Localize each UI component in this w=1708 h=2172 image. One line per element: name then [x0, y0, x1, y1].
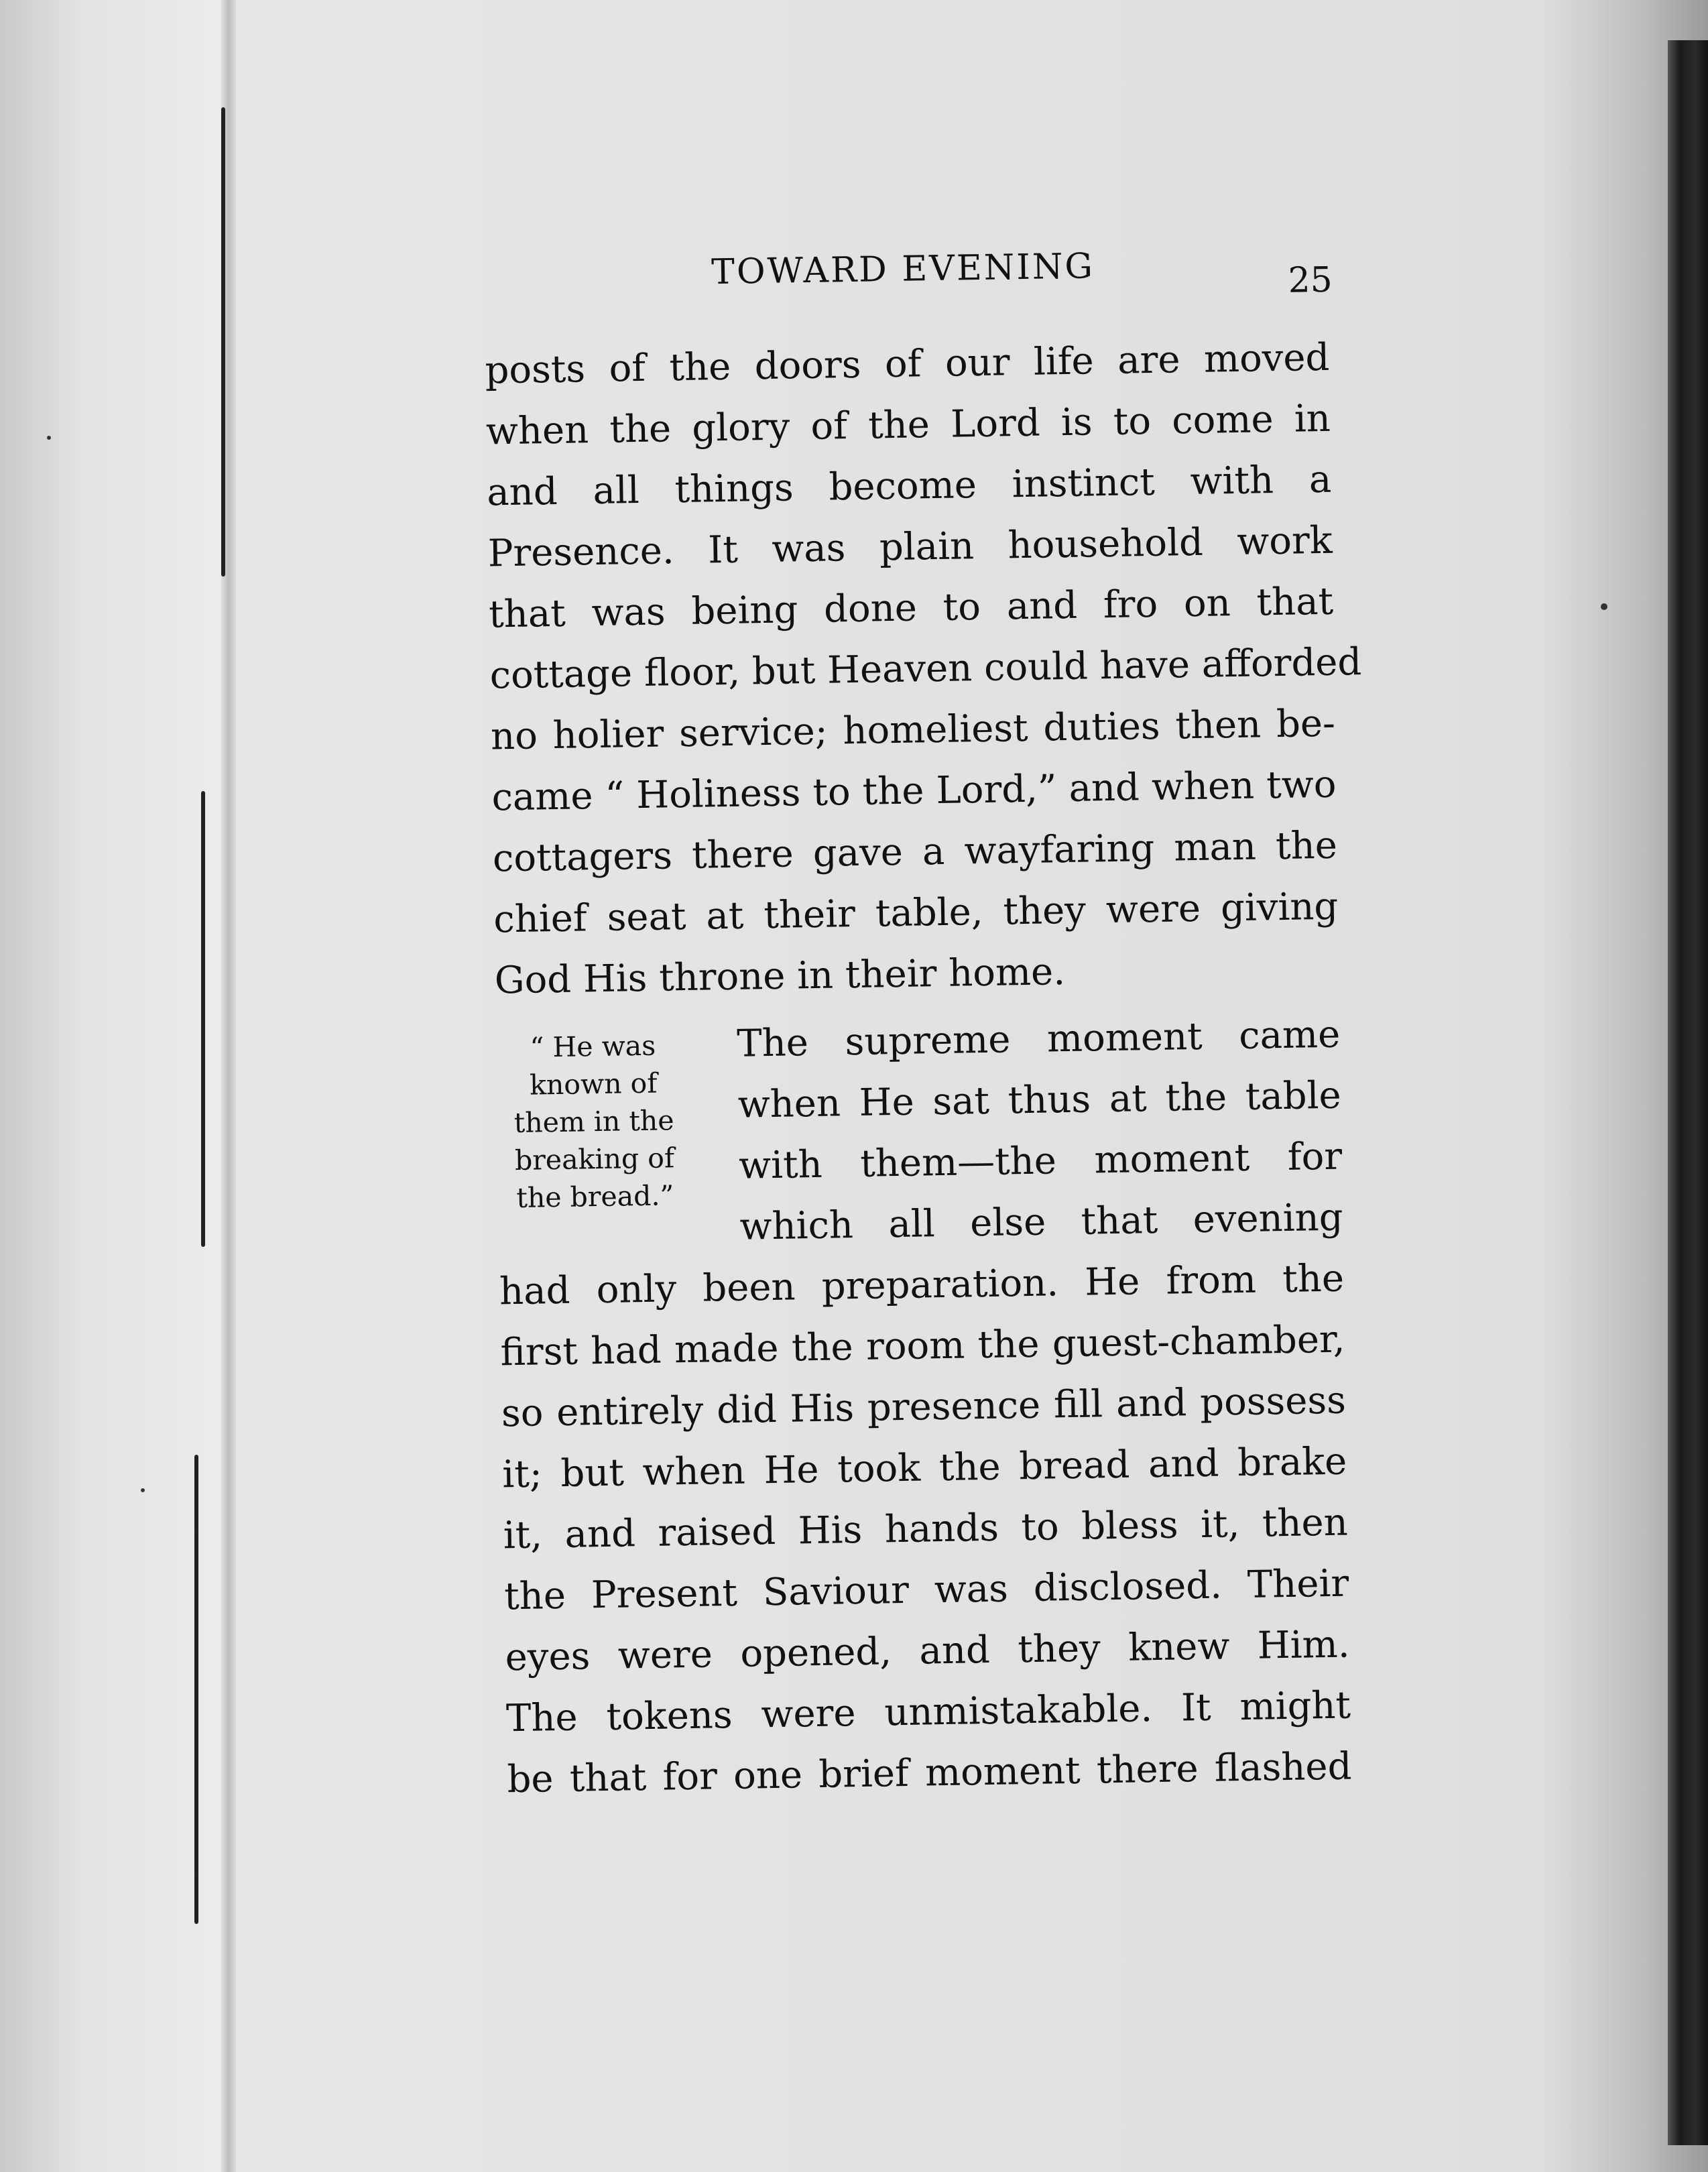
text-line: The tokens were unmistakable. It might: [505, 1683, 1351, 1741]
paragraph-2: [495, 1004, 1352, 1811]
binding-stitch: [201, 791, 205, 1247]
text-line: cottagers there gave a wayfaring man the: [492, 823, 1338, 881]
paper-speck: [47, 436, 51, 440]
text-line: cottage floor, but Heaven could have afforded: [489, 640, 1362, 698]
text-line: be that for one brief moment there flashed: [507, 1744, 1352, 1802]
text-line: chief seat at their table, they were giving: [493, 884, 1339, 942]
text-line: had only been preparation. He from the: [499, 1256, 1345, 1314]
binding-stitch: [194, 1455, 198, 1924]
text-line: eyes were opened, and they knew Him.: [505, 1622, 1351, 1680]
text-line: so entirely did His presence fill and possess: [501, 1378, 1347, 1436]
margin-note: [495, 1026, 692, 1217]
binding-stitch: [221, 107, 225, 577]
text-line: The supreme moment came: [736, 1012, 1341, 1066]
text-line: when the glory of the Lord is to come in: [485, 396, 1331, 454]
book-page-content: [426, 0, 1385, 2172]
text-line: came “ Holiness to the Lord,” and when two: [491, 762, 1337, 820]
text-line: Presence. It was plain household work: [487, 518, 1333, 576]
text-line: no holier service; homeliest duties then be-: [490, 701, 1336, 759]
running-head: TOWARD EVENING: [711, 246, 1095, 293]
paragraph-1: [485, 327, 1362, 1012]
margin-note-line: known of: [529, 1067, 658, 1101]
text-line: and all things become instinct with a: [486, 457, 1332, 515]
text-line: the Present Saviour was disclosed. Their: [503, 1561, 1349, 1619]
book-cover-edge: [1668, 40, 1708, 2145]
text-line: it; but when He took the bread and brake: [501, 1439, 1347, 1497]
text-line: God His throne in their home.: [494, 950, 1066, 1003]
margin-note-line: “ He was: [530, 1029, 656, 1064]
text-line: posts of the doors of our life are moved: [485, 335, 1330, 393]
text-line: first had made the room the guest-chamber,: [500, 1317, 1345, 1375]
paper-speck: [1601, 603, 1607, 610]
margin-note-line: them in the: [513, 1104, 674, 1140]
margin-note-line: the bread.”: [516, 1179, 674, 1214]
text-line: with them—the moment for: [738, 1134, 1343, 1188]
page-number: 25: [1288, 259, 1333, 301]
margin-note-line: breaking of: [514, 1142, 675, 1176]
text-line: that was being done to and fro on that: [488, 579, 1334, 637]
paper-speck: [141, 1488, 145, 1492]
text-line: when He sat thus at the table: [737, 1073, 1342, 1127]
text-line: it, and raised His hands to bless it, then: [503, 1500, 1349, 1558]
text-line: which all else that evening: [739, 1195, 1344, 1249]
